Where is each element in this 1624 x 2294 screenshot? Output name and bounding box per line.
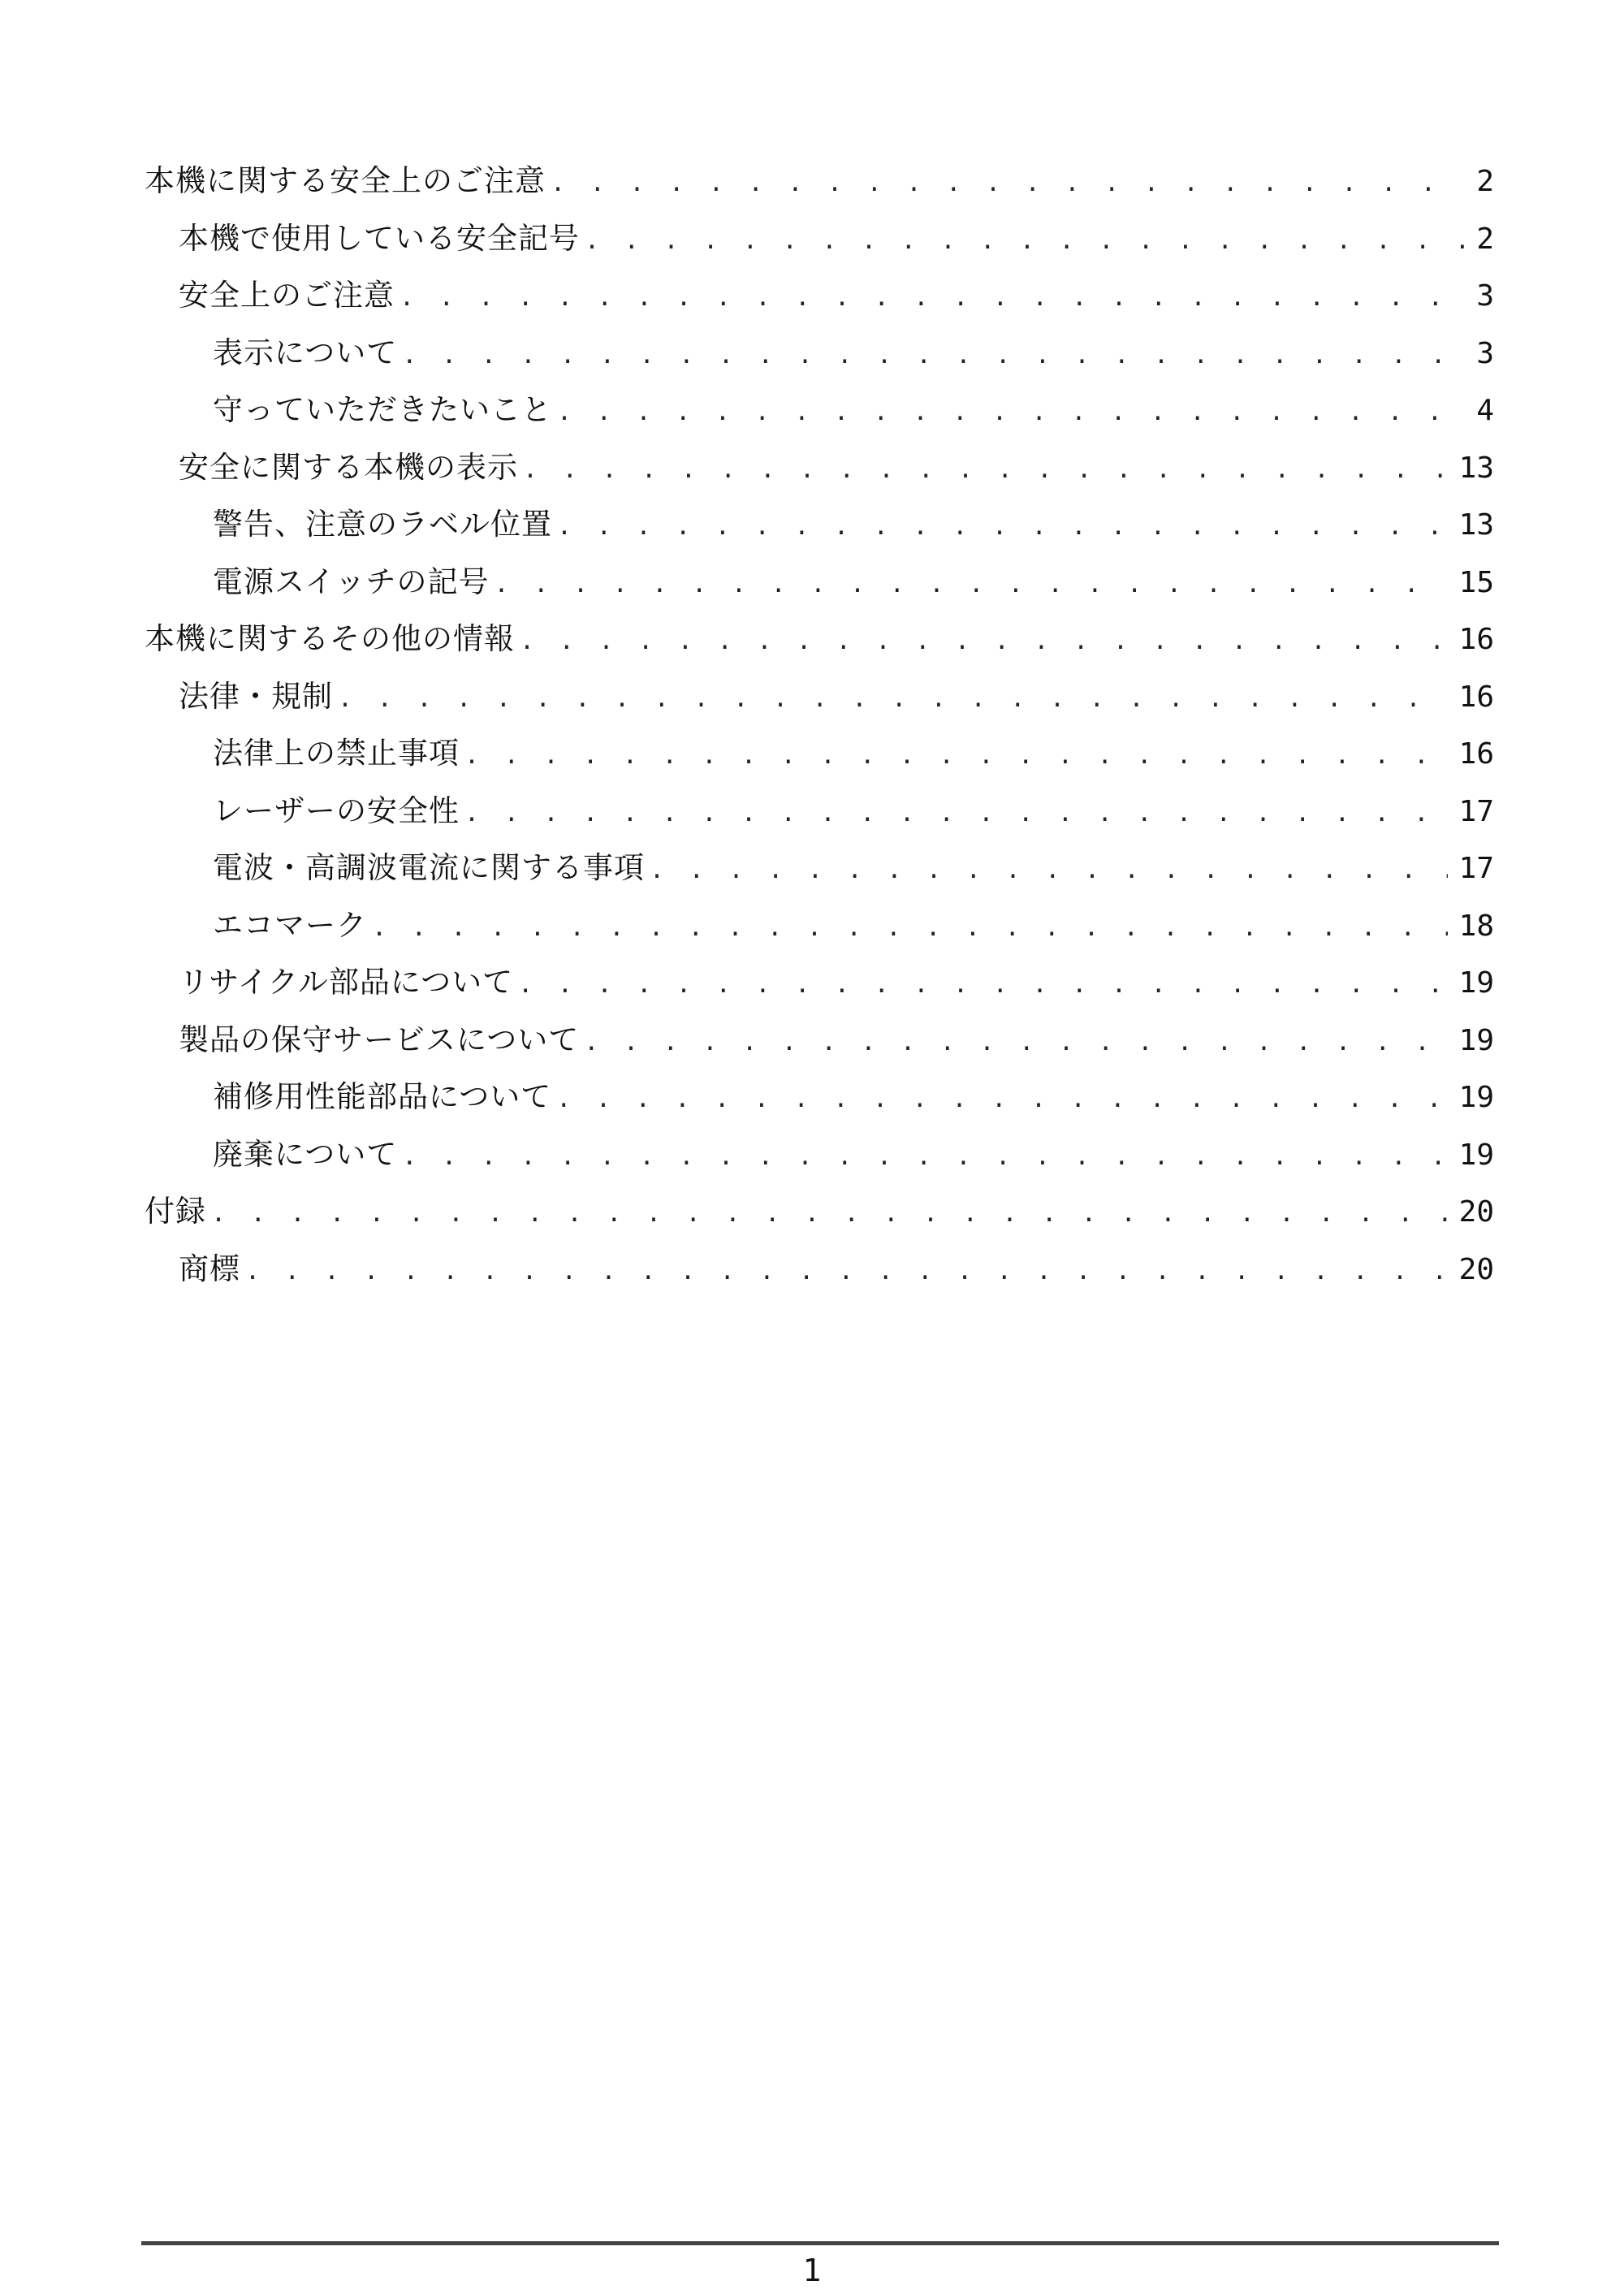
toc-dot-leader — [585, 213, 1465, 270]
toc-entry-title: 電源スイッチの記号 — [213, 564, 490, 599]
toc-entry-title: 本機に関する安全上のご注意 — [145, 163, 546, 198]
toc-entry-title: 表示について — [213, 335, 398, 370]
toc-entry[interactable] — [145, 325, 1494, 382]
toc-entry-page: 4 — [1476, 394, 1494, 427]
toc-entry-title: エコマーク — [213, 907, 367, 943]
toc-entry-title: 法律上の禁止事項 — [213, 736, 460, 771]
toc-entry-title: 廃棄について — [213, 1136, 398, 1172]
toc-dot-leader — [245, 1243, 1448, 1301]
toc-entry[interactable] — [145, 496, 1494, 554]
toc-entry-title: 補修用性能部品について — [213, 1079, 552, 1114]
toc-entry[interactable] — [145, 1183, 1494, 1241]
toc-dot-leader — [557, 384, 1465, 442]
toc-entry[interactable] — [145, 1069, 1494, 1126]
toc-dot-leader — [518, 957, 1448, 1014]
toc-entry-title: 警告、注意のラベル位置 — [213, 507, 552, 542]
toc-entry[interactable] — [145, 783, 1494, 840]
toc-entry-page: 19 — [1458, 966, 1494, 1000]
toc-dot-leader — [520, 613, 1448, 671]
toc-entry[interactable] — [145, 611, 1494, 668]
toc-entry[interactable] — [145, 554, 1494, 611]
toc-dot-leader — [556, 1071, 1447, 1129]
toc-entry-title: 守っていただきたいこと — [213, 392, 552, 427]
toc-entry-page: 2 — [1476, 165, 1494, 198]
toc-entry[interactable] — [145, 210, 1494, 268]
toc-entry-page: 20 — [1458, 1195, 1494, 1229]
toc-entry-page: 15 — [1458, 565, 1494, 599]
toc-entry-title: レーザーの安全性 — [213, 793, 460, 828]
toc-entry-title: 本機に関するその他の情報 — [145, 621, 515, 656]
toc-entry[interactable] — [145, 1126, 1494, 1184]
toc-entry-page: 3 — [1476, 279, 1494, 313]
toc-dot-leader — [584, 1014, 1447, 1072]
toc-entry-page: 19 — [1458, 1081, 1494, 1114]
toc-entry-title: 製品の保守サービスについて — [179, 1022, 580, 1057]
toc-dot-leader — [523, 442, 1448, 499]
table-of-contents — [145, 153, 1494, 1298]
toc-dot-leader — [400, 270, 1465, 327]
toc-entry-page: 16 — [1458, 737, 1494, 771]
toc-entry-title: 電波・高調波電流に関する事項 — [213, 850, 645, 885]
toc-entry[interactable] — [145, 439, 1494, 497]
toc-dot-leader — [551, 155, 1465, 213]
toc-entry-title: 法律・規制 — [179, 678, 333, 714]
toc-dot-leader — [650, 842, 1448, 900]
toc-dot-leader — [464, 785, 1448, 843]
toc-dot-leader — [402, 327, 1465, 385]
toc-entry[interactable] — [145, 725, 1494, 783]
toc-entry-page: 17 — [1458, 852, 1494, 885]
page-number: 1 — [802, 2253, 822, 2288]
toc-dot-leader — [402, 1129, 1447, 1186]
toc-entry-title: リサイクル部品について — [179, 965, 514, 1000]
toc-dot-leader — [495, 556, 1448, 614]
toc-dot-leader — [464, 728, 1448, 785]
toc-entry-page: 3 — [1476, 336, 1494, 370]
toc-dot-leader — [372, 900, 1448, 957]
toc-entry[interactable] — [145, 1012, 1494, 1069]
toc-entry[interactable] — [145, 668, 1494, 726]
toc-dot-leader — [557, 499, 1448, 556]
toc-entry[interactable] — [145, 897, 1494, 955]
toc-entry-page: 17 — [1458, 794, 1494, 828]
toc-entry-page: 18 — [1458, 909, 1494, 943]
toc-entry-page: 13 — [1458, 451, 1494, 485]
toc-entry[interactable] — [145, 267, 1494, 325]
toc-entry-title: 付録 — [145, 1194, 206, 1229]
footer-divider — [141, 2241, 1499, 2245]
toc-entry-title: 商標 — [179, 1251, 240, 1286]
toc-entry-title: 本機で使用している安全記号 — [179, 220, 580, 256]
toc-entry[interactable] — [145, 954, 1494, 1012]
toc-entry[interactable] — [145, 1241, 1494, 1298]
toc-entry-page: 20 — [1458, 1252, 1494, 1286]
toc-dot-leader — [338, 671, 1448, 728]
toc-entry[interactable] — [145, 382, 1494, 439]
toc-entry-page: 19 — [1458, 1138, 1494, 1172]
toc-entry-page: 19 — [1458, 1023, 1494, 1057]
toc-entry-page: 16 — [1458, 680, 1494, 714]
toc-entry-title: 安全上のご注意 — [179, 278, 395, 313]
toc-entry-page: 2 — [1476, 222, 1494, 256]
toc-entry-title: 安全に関する本機の表示 — [179, 449, 518, 485]
toc-entry[interactable] — [145, 153, 1494, 210]
toc-entry[interactable] — [145, 840, 1494, 897]
toc-dot-leader — [211, 1186, 1448, 1243]
toc-entry-page: 13 — [1458, 508, 1494, 542]
toc-entry-page: 16 — [1458, 623, 1494, 656]
